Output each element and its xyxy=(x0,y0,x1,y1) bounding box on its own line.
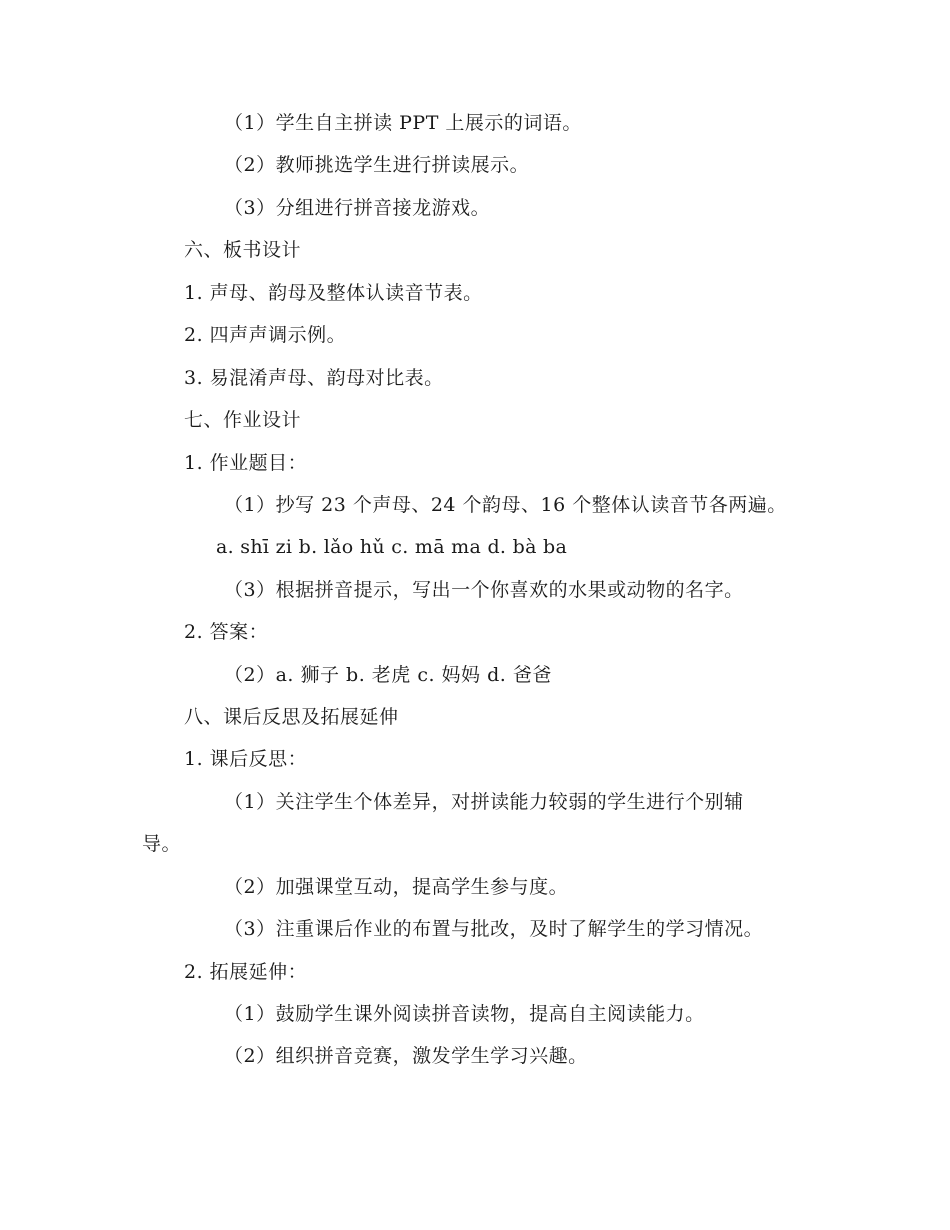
board-item-3: 3. 易混淆声母、韵母对比表。 xyxy=(184,367,444,389)
homework-pinyin-options: a. shī zi b. lǎo hǔ c. mā ma d. bà ba xyxy=(216,536,568,558)
activity-item-2: （2）教师挑选学生进行拼读展示。 xyxy=(224,154,530,176)
reflection-subheading: 1. 课后反思： xyxy=(184,748,308,770)
reflection-item-2: （2）加强课堂互动，提高学生参与度。 xyxy=(224,876,569,898)
section-heading-board-design: 六、板书设计 xyxy=(184,239,302,261)
extension-item-1: （1）鼓励学生课外阅读拼音读物，提高自主阅读能力。 xyxy=(224,1003,705,1025)
board-item-1: 1. 声母、韵母及整体认读音节表。 xyxy=(184,282,483,304)
activity-item-1: （1）学生自主拼读 PPT 上展示的词语。 xyxy=(224,112,582,134)
section-heading-homework: 七、作业设计 xyxy=(184,409,302,431)
extension-subheading: 2. 拓展延伸： xyxy=(184,961,308,983)
board-item-2: 2. 四声声调示例。 xyxy=(184,324,347,346)
reflection-item-1: （1）关注学生个体差异，对拼读能力较弱的学生进行个别辅 xyxy=(224,791,744,813)
reflection-item-1-continued: 导。 xyxy=(142,833,182,855)
homework-answer-2: （2）a. 狮子 b. 老虎 c. 妈妈 d. 爸爸 xyxy=(224,664,552,686)
section-heading-reflection: 八、课后反思及拓展延伸 xyxy=(184,706,399,728)
extension-item-2: （2）组织拼音竞赛，激发学生学习兴趣。 xyxy=(224,1045,588,1067)
homework-subheading-answers: 2. 答案： xyxy=(184,621,269,643)
homework-question-1: （1）抄写 23 个声母、24 个韵母、16 个整体认读音节各两遍。 xyxy=(224,494,787,516)
homework-subheading-questions: 1. 作业题目： xyxy=(184,452,308,474)
reflection-item-3: （3）注重课后作业的布置与批改，及时了解学生的学习情况。 xyxy=(224,918,764,940)
activity-item-3: （3）分组进行拼音接龙游戏。 xyxy=(224,197,491,219)
homework-question-3: （3）根据拼音提示，写出一个你喜欢的水果或动物的名字。 xyxy=(224,579,744,601)
